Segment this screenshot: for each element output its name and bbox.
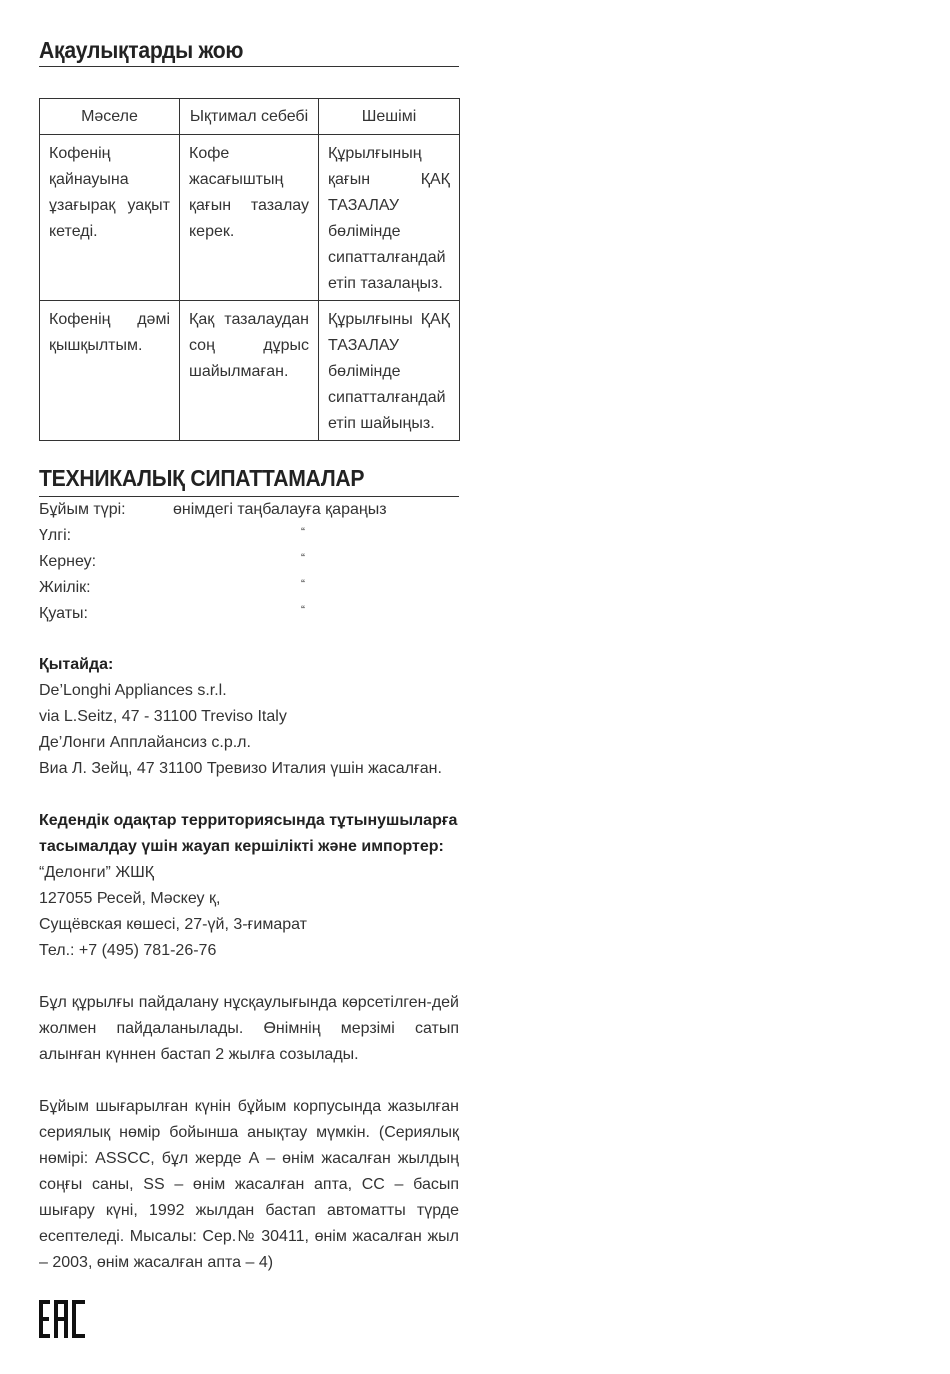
troubleshooting-title: Ақаулықтарды жою <box>39 37 244 63</box>
phone-line: Тел.: +7 (495) 781-26-76 <box>39 942 217 959</box>
spec-label: Бұйым түрі: <box>39 501 126 518</box>
table-row <box>40 301 460 441</box>
table-header-row <box>40 99 460 135</box>
solution-cell: Құрылғының қағын ҚАҚ ТАЗАЛАУ бөлімінде сипатталғандай етіп тазалаңыз. <box>319 135 460 301</box>
spec-value: “ <box>301 603 305 617</box>
eac-logo <box>39 1300 85 1343</box>
spec-value: “ <box>301 525 305 539</box>
problem-cell: Кофенің қайнауына ұзағырақ уақыт кетеді. <box>40 135 180 301</box>
address-line: 127055 Ресей, Мәскеу қ, <box>39 890 221 907</box>
spec-label: Үлгі: <box>39 527 72 544</box>
cause-cell: Қақ тазалаудан соң дұрыс шайылмаған. <box>180 301 319 441</box>
spec-label: Қуаты: <box>39 605 88 622</box>
spec-label: Кернеу: <box>39 553 97 570</box>
importer-heading: тасымалдау үшін жауап кершілікті және импортер: <box>39 838 444 855</box>
header-problem: Мәселе <box>40 99 180 135</box>
spec-row <box>39 523 459 549</box>
address-line: De’Longhi Appliances s.r.l. <box>39 682 227 699</box>
manufacturer-block <box>39 652 459 782</box>
manufacturer-heading: Қытайда: <box>39 656 114 673</box>
address-line: Сущёвская көшесі, 27-үй, 3-ғимарат <box>39 916 307 933</box>
spec-value: өнімдегі таңбалауға қараңыз <box>173 501 387 518</box>
cause-cell: Кофе жасағыштың қағын тазалау керек. <box>180 135 319 301</box>
importer-block <box>39 808 459 964</box>
title-underline <box>39 66 459 67</box>
address-line: “Делонги” ЖШҚ <box>39 864 155 881</box>
spec-row <box>39 601 459 627</box>
address-line: via L.Seitz, 47 - 31100 Treviso Italy <box>39 708 287 725</box>
solution-cell: Құрылғыны ҚАҚ ТАЗАЛАУ бөлімінде сипатталғандай етіп шайыңыз. <box>319 301 460 441</box>
header-solution: Шешімі <box>319 99 460 135</box>
troubleshooting-table <box>39 98 460 441</box>
importer-heading: Кедендік одақтар территориясында тұтынушыларға <box>39 812 458 829</box>
serial-paragraph: Бұйым шығарылған күнін бұйым корпусында жазылған сериялық нөмір бойынша анықтау мүмкін. (Сериялық нөмірі: ASSCC, бұл жерде А – өнім жасалған жылдың соңғы саны, SS – өнім жасалған апта, CC – басып шығару күні, 1992 жылдан бастап автоматты түрде есептеледі. Мысалы: Сер.№ 30411, өнім жасалған жыл – 2003, өнім жасалған апта – 4) <box>39 1098 459 1271</box>
specs-title: ТЕХНИКАЛЫҚ СИПАТТАМАЛАР <box>39 465 365 491</box>
spec-value: “ <box>301 551 305 565</box>
spec-row <box>39 549 459 575</box>
spec-row <box>39 497 459 523</box>
address-line: Де’Лонги Апплайансиз с.р.л. <box>39 734 251 751</box>
spec-row <box>39 575 459 601</box>
address-line: Виа Л. Зейц, 47 31100 Тревизо Италия үшін жасалған. <box>39 760 442 777</box>
eac-mark-icon <box>39 1300 85 1338</box>
spec-label: Жиілік: <box>39 579 91 596</box>
header-cause: Ықтимал себебі <box>180 99 319 135</box>
usage-paragraph: Бұл құрылғы пайдалану нұсқаулығында көрсетілген-дей жолмен пайдаланылады. Өнімнің мерзімі сатып алынған күннен бастап 2 жылға созылады. <box>39 994 459 1063</box>
specs-list <box>39 497 459 627</box>
table-row <box>40 135 460 301</box>
spec-value: “ <box>301 577 305 591</box>
problem-cell: Кофенің дәмі қышқылтым. <box>40 301 180 441</box>
